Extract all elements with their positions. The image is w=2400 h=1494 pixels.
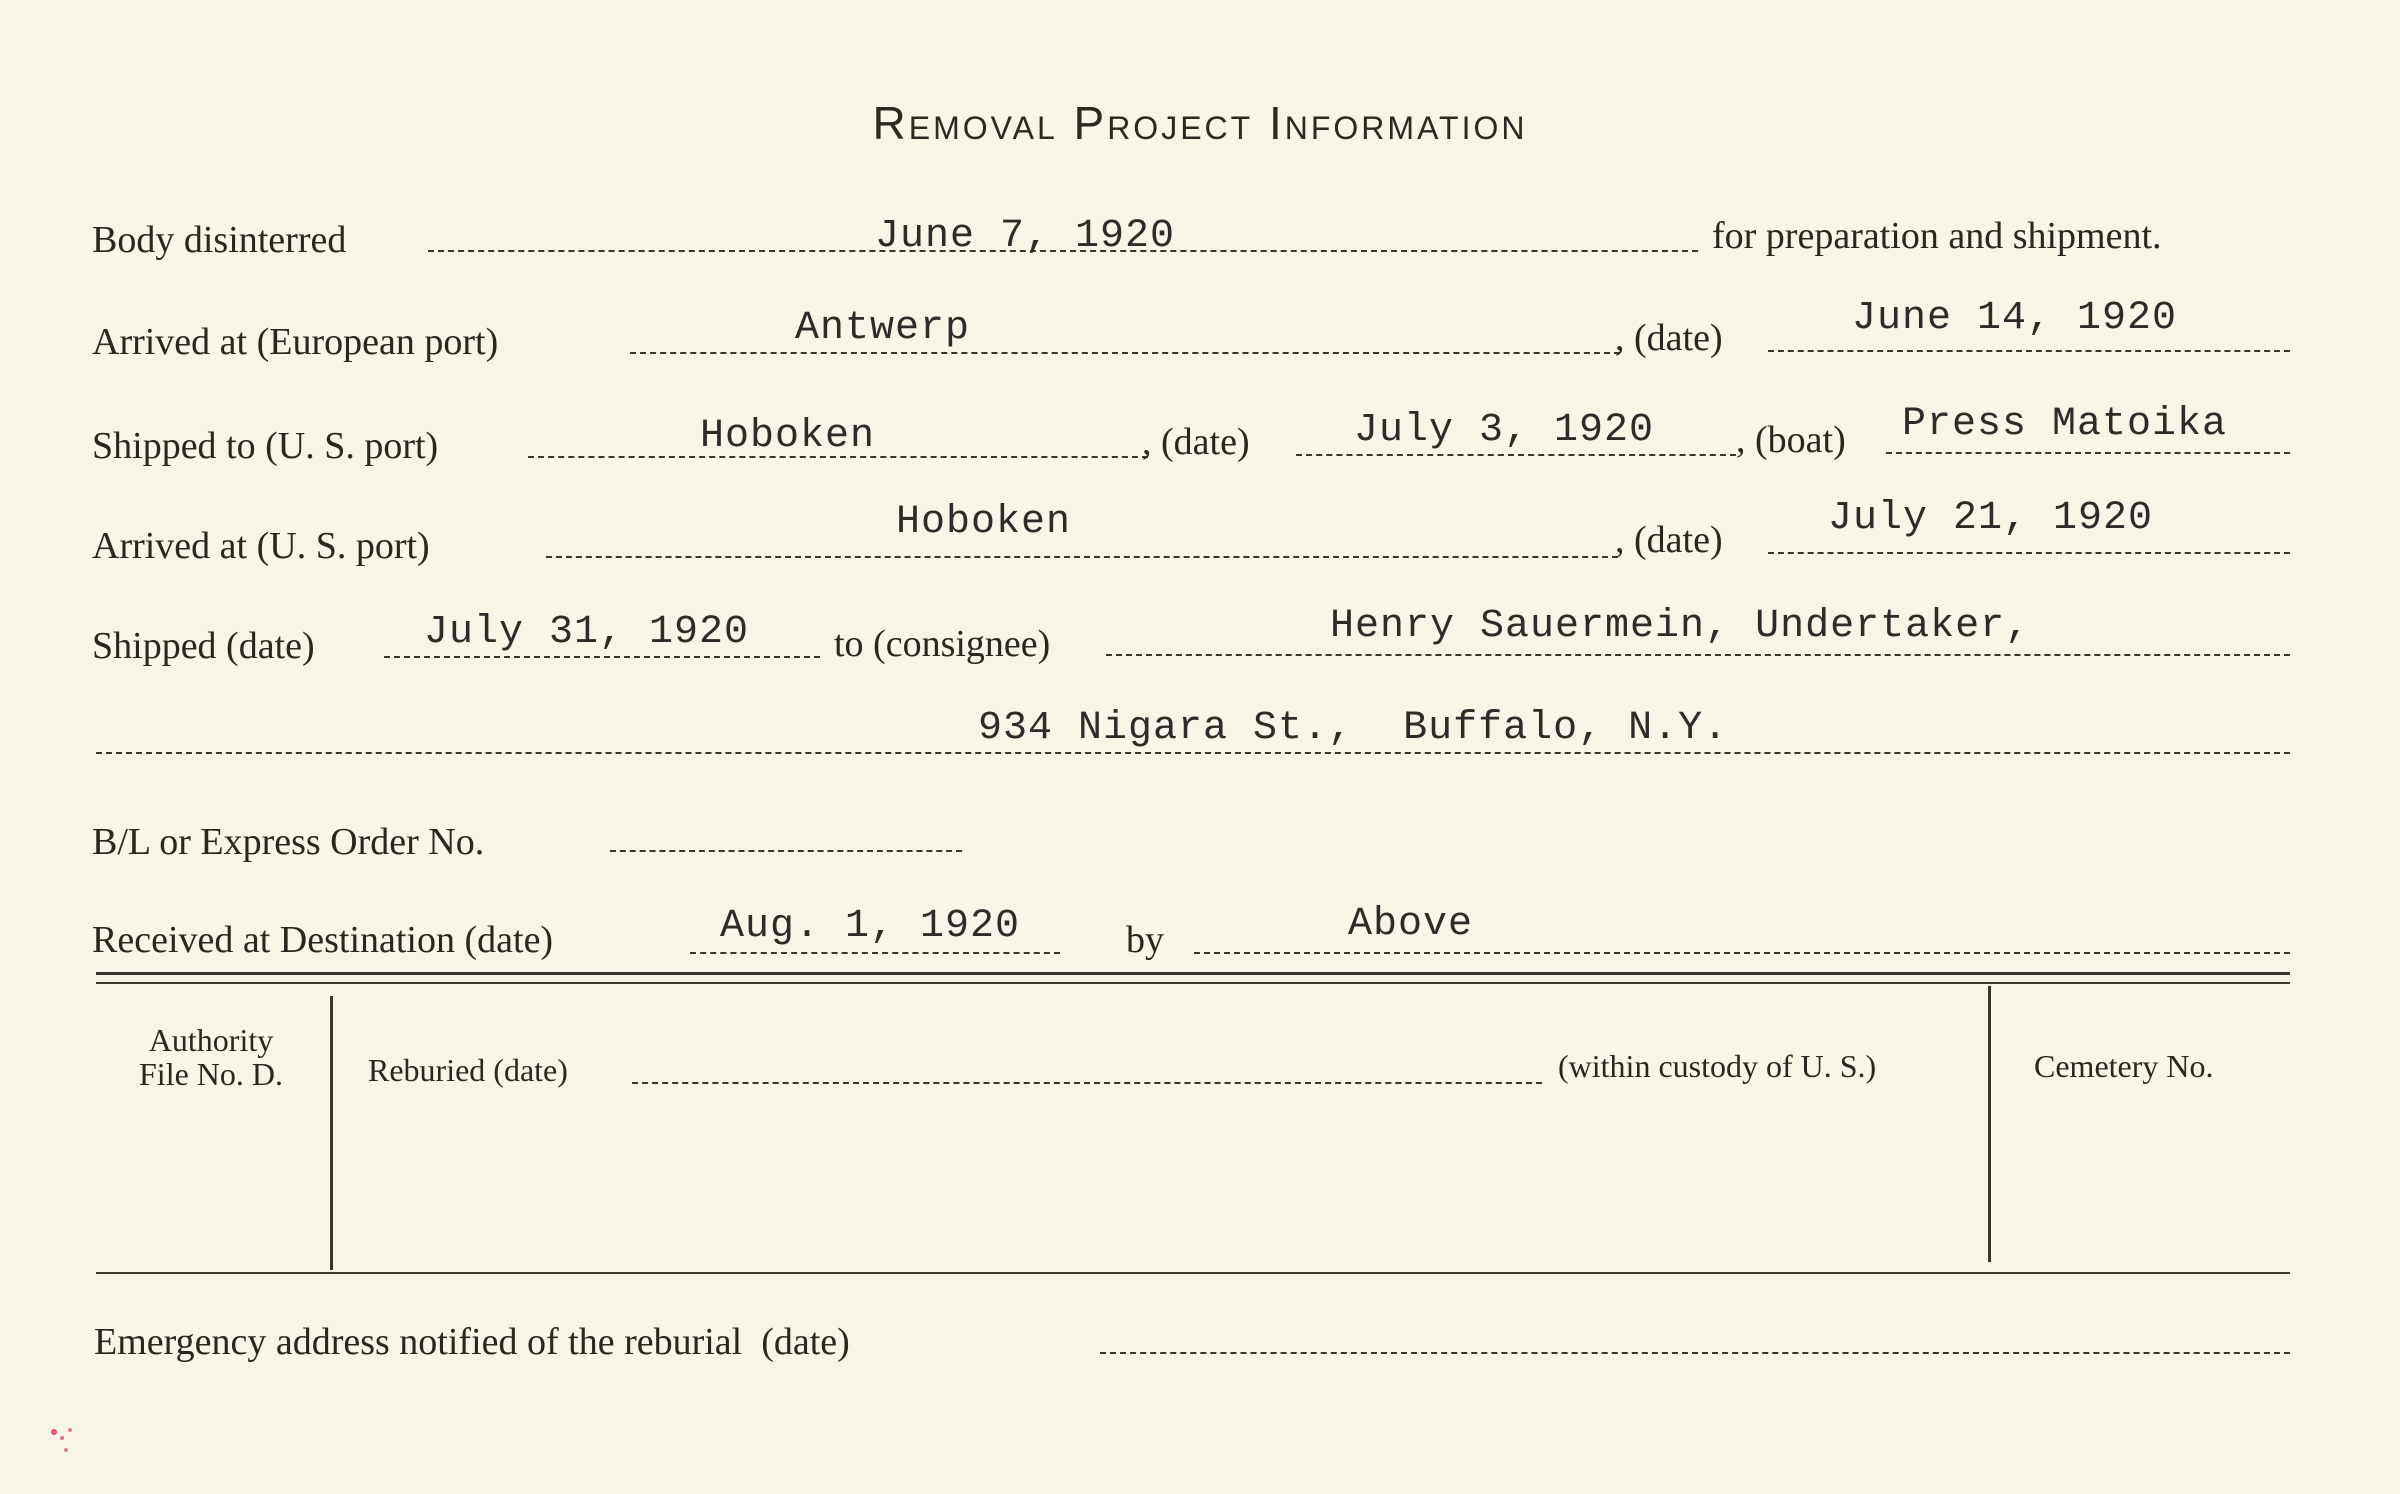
label-shipped-date: , (date) [1142, 421, 1250, 463]
line-european-port [630, 352, 1620, 354]
value-european-date: June 14, 1920 [1852, 296, 2178, 341]
label-preparation-shipment: for preparation and shipment. [1712, 215, 2162, 257]
value-boat: Press Matoika [1902, 402, 2228, 447]
line-european-date [1768, 350, 2290, 352]
label-arrived-us-date: , (date) [1615, 519, 1723, 561]
table-top-rule [96, 972, 2290, 975]
value-shipped-date: July 3, 1920 [1354, 408, 1655, 453]
label-cemetery-no: Cemetery No. [2034, 1048, 2214, 1084]
value-consignee: Henry Sauermein, Undertaker, [1330, 604, 2031, 649]
value-arrived-us-port: Hoboken [896, 500, 1072, 545]
label-shipped-final: Shipped (date) [92, 625, 315, 667]
line-reburied [632, 1082, 1542, 1084]
line-arrived-us-port [546, 556, 1618, 558]
line-arrived-us-date [1768, 552, 2290, 554]
line-shipped-final-date [384, 656, 820, 658]
label-consignee: to (consignee) [834, 623, 1051, 665]
label-bl-order: B/L or Express Order No. [92, 821, 485, 863]
line-emergency-date [1100, 1352, 2290, 1354]
table-divider-right [1988, 986, 1991, 1262]
value-received-by: Above [1348, 902, 1474, 947]
value-shipped-final-date: July 31, 1920 [424, 610, 750, 655]
line-address [96, 752, 2290, 754]
value-arrived-us-date: July 21, 1920 [1828, 496, 2154, 541]
line-shipped-date [1296, 454, 1736, 456]
label-body-disinterred: Body disinterred [92, 219, 347, 261]
table-divider-left [330, 996, 333, 1270]
line-bl-order [610, 850, 962, 852]
label-custody: (within custody of U. S.) [1558, 1048, 1877, 1084]
value-body-disinterred: June 7, 1920 [875, 214, 1176, 259]
label-arrived-european-port: Arrived at (European port) [92, 321, 499, 363]
label-arrived-us-port: Arrived at (U. S. port) [92, 525, 430, 567]
value-european-port: Antwerp [795, 306, 971, 351]
line-received-by [1194, 952, 2290, 954]
label-reburied: Reburied (date) [368, 1052, 568, 1088]
line-received-date [690, 952, 1060, 954]
table-bottom-rule [96, 1272, 2290, 1274]
label-file-no: File No. D. [139, 1056, 283, 1092]
label-received-by: by [1126, 919, 1164, 961]
ink-mark [40, 1420, 90, 1460]
label-received-destination: Received at Destination (date) [92, 919, 554, 961]
label-authority: Authority [148, 1022, 274, 1058]
value-received-date: Aug. 1, 1920 [720, 904, 1021, 949]
label-boat: , (boat) [1736, 419, 1846, 461]
form-title: Removal Project Information [872, 97, 1528, 149]
label-shipped-us-port: Shipped to (U. S. port) [92, 425, 439, 467]
table-top-rule-inner [96, 982, 2290, 984]
value-consignee-address: 934 Nigara St., Buffalo, N.Y. [978, 706, 1729, 751]
label-emergency-address: Emergency address notified of the reburial (date) [94, 1321, 850, 1363]
value-shipped-us-port: Hoboken [700, 414, 876, 459]
line-boat [1886, 452, 2290, 454]
label-european-date: , (date) [1615, 317, 1723, 359]
line-consignee [1106, 654, 2290, 656]
